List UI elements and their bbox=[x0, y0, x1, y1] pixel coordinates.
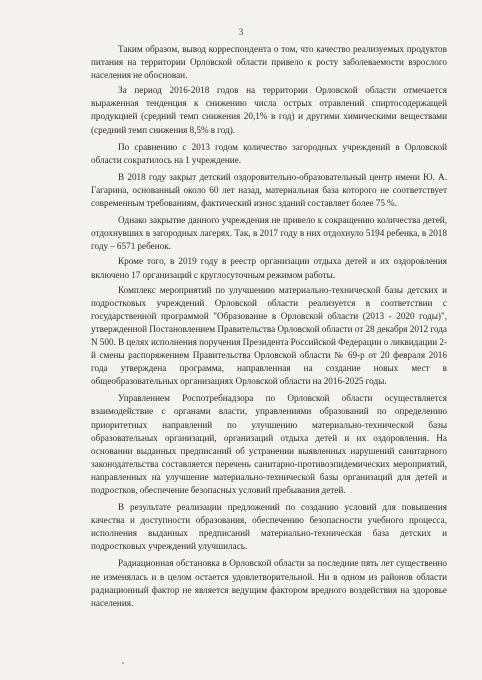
paragraph-results: В результате реализации предложений по созданию условий для повышения качества и доступности образования, обеспечению безопасности учебного процесса, исполнения выданных предписаний материально-техническая база детских и подростковых учреждений улучшилась. bbox=[91, 502, 447, 552]
paragraph-radiation: Радиационная обстановка в Орловской области за последние пять лет существенно не изменялась и в целом остается удовлетворительной. Ни в одном из районов области радиационный фактор не является ведущим фактором вредного воздействия на здоровье населения. bbox=[91, 558, 447, 608]
paragraph-children-count: Однако закрытие данного учреждения не привело к сокращению количества детей, отдохнувших в загородных лагерях. Так, в 2017 году в них отдохнуло 5194 ребенка, в 2018 году – 6571 ребенок. bbox=[91, 215, 447, 252]
paragraph-registry: Кроме того, в 2019 году в реестр организации отдыха детей и их оздоровления включено 17 организаций с круглосуточным режимом работы. bbox=[91, 256, 447, 280]
document-body bbox=[91, 43, 447, 610]
scan-speck bbox=[122, 662, 124, 664]
paragraph-conclusion: Таким образом, вывод корреспондента о том, что качество реализуемых продуктов питания на территории Орловской области привело к росту заболеваемости взрослого населения не обоснован. bbox=[91, 44, 447, 81]
paragraph-camps-reduction: По сравнению с 2013 годом количество загородных учреждений в Орловской области сократилось на 1 учреждение. bbox=[91, 141, 447, 165]
paragraph-rospotrebnadzor: Управлением Роспотребнадзора по Орловской области осуществляется взаимодействие с органами власти, управлениями образований по определению приоритетных направлений по улучшению материально-технической базы образовательных организаций, организаций отдыха детей и их оздоровления. На основании выданных предписаний об устранении выявленных нарушений санитарного законодательства составляется перечень санитарно-противоэпидемических мероприятий, направленных на улучшение материально-технической базы организаций для детей и подростков, обеспечение безопасных условий пребывания детей. bbox=[91, 393, 447, 495]
paragraph-poisoning-trend: За период 2016-2018 годов на территории Орловской области отмечается выраженная тенденция к снижению числа острых отравлений спиртосодержащей продукцией (средний темп снижения 20,1% в год) и другими химическими веществами (средний темп снижения 8,5% в год). bbox=[91, 85, 447, 135]
paragraph-gagarin-center: В 2018 году закрыт детский оздоровительно-образовательный центр имени Ю. А. Гагарина, основанный около 60 лет назад, материальная база которого не соответствует современным требованиям, фактический износ зданий составляет более 75 %. bbox=[91, 171, 447, 209]
paragraph-program: Комплекс мероприятий по улучшению материально-технической базы детских и подростковых учреждений Орловской области реализуется в соответствии с государственной программой "Образование в Орловской области (2013 - 2020 годы)", утвержденной Постановлением Правительства Орловской области от 28 декабря 2012 года N 500. В целях исполнения поручения Президента Российской Федерации о ликвидации 2-й смены распоряжением Правительства Орловской области № 69-р от 20 февраля 2016 года утверждена программа, направленная на создание новых мест в общеобразовательных организациях Орловской области на 2016-2025 годы. bbox=[91, 284, 447, 387]
page-number: 3 bbox=[238, 27, 244, 37]
